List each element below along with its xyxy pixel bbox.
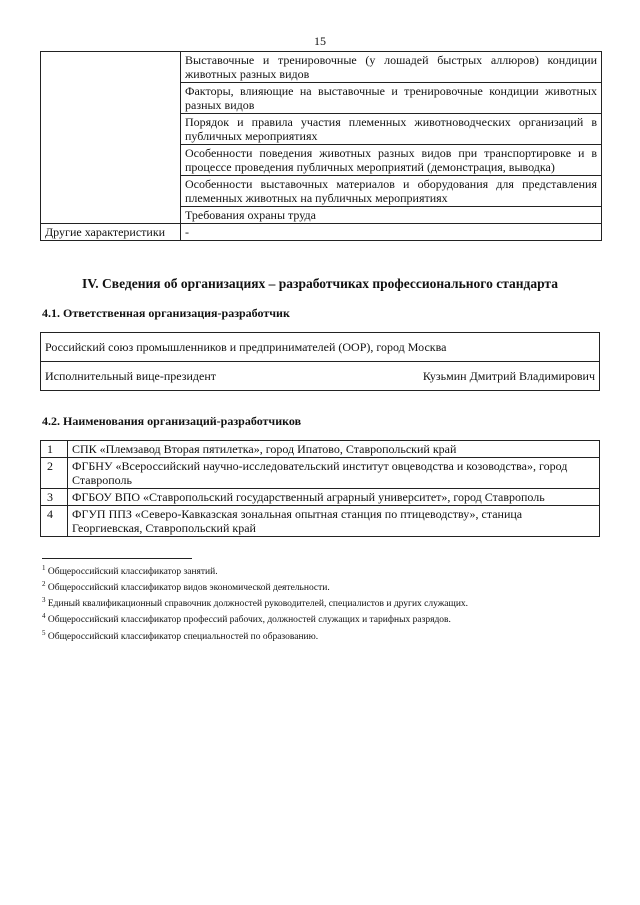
table-row [41, 441, 600, 458]
footnote: $^3$ Единый квалификационный справочник должностей руководителей, специалистов и других служащих. [42, 596, 469, 610]
subsection-4-2-title: 4.2. Наименования организаций-разработчиков [42, 414, 302, 428]
developer-name: СПК «Племзавод Вторая пятилетка», город Ипатово, Ставропольский край [68, 441, 600, 458]
table-row-other [41, 224, 602, 241]
other-characteristics-value: - [181, 224, 602, 241]
table-row [41, 458, 600, 489]
table-cell: Порядок и правила участия племенных животноводческих организаций в публичных мероприятиях [181, 114, 602, 145]
row-number: 3 [41, 489, 68, 506]
knowledge-table [40, 51, 602, 241]
footnote: $^5$ Общероссийский классификатор специальностей по образованию. [42, 628, 319, 642]
footnote: $^2$ Общероссийский классификатор видов экономической деятельности. [42, 580, 330, 594]
section-4-title: IV. Сведения об организациях – разработчиках профессионального стандарта [82, 276, 558, 291]
table-cell: Требования охраны труда [181, 207, 602, 224]
responsible-position: Исполнительный вице-президент [41, 362, 320, 391]
developer-orgs-table [40, 440, 600, 537]
developer-name: ФГБОУ ВПО «Ставропольский государственный аграрный университет», город Ставрополь [68, 489, 600, 506]
row-number: 1 [41, 441, 68, 458]
row-number: 4 [41, 506, 68, 537]
table-row [41, 506, 600, 537]
table-left-cell [41, 52, 181, 224]
table-row [41, 52, 602, 83]
responsible-org-table [40, 332, 600, 391]
other-characteristics-label: Другие характеристики [41, 224, 181, 241]
footnote-separator [42, 558, 192, 559]
table-cell: Особенности поведения животных разных видов при транспортировке и в процессе проведения публичных мероприятий (демонстрация, выводка) [181, 145, 602, 176]
developer-name: ФГБНУ «Всероссийский научно-исследовательский институт овцеводства и козоводства», город Ставрополь [68, 458, 600, 489]
table-row [41, 362, 600, 391]
row-number: 2 [41, 458, 68, 489]
page-number: 15 [314, 34, 326, 48]
footnote: $^1$ Общероссийский классификатор занятий. [42, 564, 218, 578]
developer-name: ФГУП ППЗ «Северо-Кавказская зональная опытная станция по птицеводству», станица Георгиевская, Ставропольский край [68, 506, 600, 537]
footnote: $^4$ Общероссийский классификатор профессий рабочих, должностей служащих и тарифных разрядов. [42, 612, 451, 626]
responsible-org-name: Российский союз промышленников и предпринимателей (ООР), город Москва [41, 333, 600, 362]
subsection-4-1-title: 4.1. Ответственная организация-разработчик [42, 306, 290, 320]
table-cell: Особенности выставочных материалов и оборудования для представления племенных животных на публичных мероприятиях [181, 176, 602, 207]
footnotes [42, 562, 602, 643]
table-cell: Выставочные и тренировочные (у лошадей быстрых аллюров) кондиции животных разных видов [181, 52, 602, 83]
responsible-person: Кузьмин Дмитрий Владимирович [319, 362, 599, 391]
table-row [41, 333, 600, 362]
table-row [41, 489, 600, 506]
table-cell: Факторы, влияющие на выставочные и тренировочные кондиции животных разных видов [181, 83, 602, 114]
